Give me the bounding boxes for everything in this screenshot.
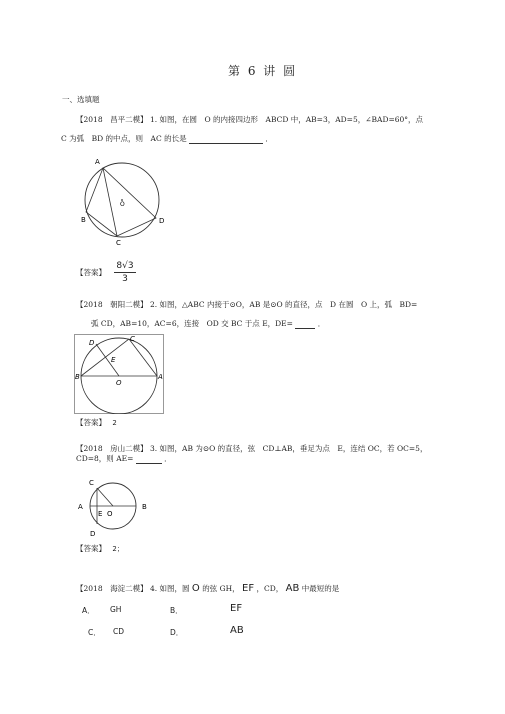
q3-answer: 2； — [112, 545, 124, 553]
q3-source: 【2018 房山二模】 — [76, 444, 148, 453]
q4-line1 — [76, 584, 339, 594]
q2-label-b: B — [75, 373, 80, 381]
q4-option-d-value: AB — [230, 625, 244, 636]
q1-line1 — [76, 115, 423, 125]
q4-text-c1: ，CD， — [256, 584, 284, 593]
q1-text-2: C 为弧 BD 的中点，则 AC 的长是 — [61, 134, 187, 143]
q3-tail: ． — [164, 454, 172, 463]
q2-text: 2. 如图，△ABC 内接于⊙O，AB 是⊙O 的直径，点 D 在圆 O 上，弧 BD= — [149, 300, 418, 309]
q2-tail: ． — [317, 319, 326, 328]
q4-option-c-key: C． — [88, 628, 101, 637]
q3-label-e: E — [98, 510, 103, 518]
q1-line2 — [61, 134, 273, 144]
q3-answer-label: 【答案】 — [76, 544, 106, 553]
q2-answer-row — [76, 418, 117, 428]
q4-text-o: O — [191, 583, 200, 594]
q2-chord-ac — [129, 339, 157, 376]
q4-text-ab: AB — [285, 583, 300, 594]
q2-label-e: E — [111, 356, 116, 364]
q3-answer-row — [76, 544, 124, 554]
q2-label-c: C — [130, 335, 135, 343]
q1-text: 1. 如图，在圆 O 的内接四边形 ABCD 中，AB=3，AD=5，∠BAD=60°，点 — [149, 115, 424, 124]
q2-label-a: A — [158, 373, 163, 381]
q3-answer-blank[interactable] — [136, 455, 162, 464]
q1-answer-denominator: 3 — [122, 274, 128, 284]
page-title: 第 6 讲 圆 — [228, 64, 298, 78]
q1-figure — [78, 154, 168, 246]
q4-option-b-value: EF — [230, 603, 243, 614]
q3-segment-oc — [97, 488, 113, 506]
q1-label-o: O — [120, 201, 125, 208]
q1-label-c: C — [116, 239, 121, 246]
q1-source: 【2018 昌平二模】 — [76, 115, 148, 124]
q1-label-a: A — [95, 158, 100, 166]
q2-source: 【2018 朝阳二模】 — [76, 300, 148, 309]
q4-option-c-value: CD — [113, 627, 125, 636]
q4-source: 【2018 海淀二模】 — [76, 584, 148, 593]
q1-label-b: B — [81, 216, 86, 224]
q1-answer — [114, 261, 136, 285]
q3-label-b: B — [142, 503, 147, 511]
q4-option-a-key: A． — [82, 606, 95, 615]
section-heading: 一、选填题 — [62, 95, 100, 104]
q2-label-d: D — [89, 339, 95, 347]
q2-answer-label: 【答案】 — [76, 418, 106, 427]
q3-line2 — [76, 454, 172, 464]
q2-figure — [74, 334, 164, 414]
q2-label-o: O — [116, 379, 122, 387]
q4-text-pre: 4. 如图，圆 — [149, 584, 190, 593]
q2-answer: 2 — [112, 419, 117, 427]
q4-text-ef: EF — [242, 583, 255, 594]
q3-line1 — [76, 444, 427, 454]
q1-diagonal-ac — [103, 168, 117, 236]
q4-text-mid: 的弦 GH， — [202, 584, 240, 593]
q2-line1 — [76, 300, 417, 310]
q1-tail: ． — [265, 134, 273, 143]
q1-answer-numerator: 8√3 — [114, 261, 136, 273]
q3-label-d: D — [90, 530, 96, 538]
q3-figure — [76, 476, 156, 538]
q4-text-post: 中最短的是 — [301, 584, 340, 593]
q4-option-d-key: D． — [170, 628, 184, 637]
q2-text-2: 弧 CD，AB=10，AC=6，连接 OD 交 BC 于点 E，DE= — [91, 319, 293, 328]
q1-answer-blank[interactable] — [189, 135, 263, 144]
q4-option-b-key: B． — [170, 606, 183, 615]
q3-label-o: O — [107, 510, 113, 518]
q2-line2 — [91, 319, 325, 329]
q3-label-a: A — [78, 503, 83, 511]
q2-answer-blank[interactable] — [295, 320, 315, 329]
q3-text-2: CD=8，则 AE= — [76, 454, 134, 463]
q4-option-a-value: GH — [110, 605, 122, 614]
q3-text: 3. 如图，AB 为⊙O 的直径，弦 CD⊥AB，垂足为点 E，连结 OC，若 OC=5， — [149, 444, 428, 453]
q2-segment-od — [96, 344, 119, 376]
q1-answer-label: 【答案】 — [76, 268, 106, 277]
q3-label-c: C — [89, 479, 94, 487]
q1-label-d: D — [159, 217, 165, 225]
